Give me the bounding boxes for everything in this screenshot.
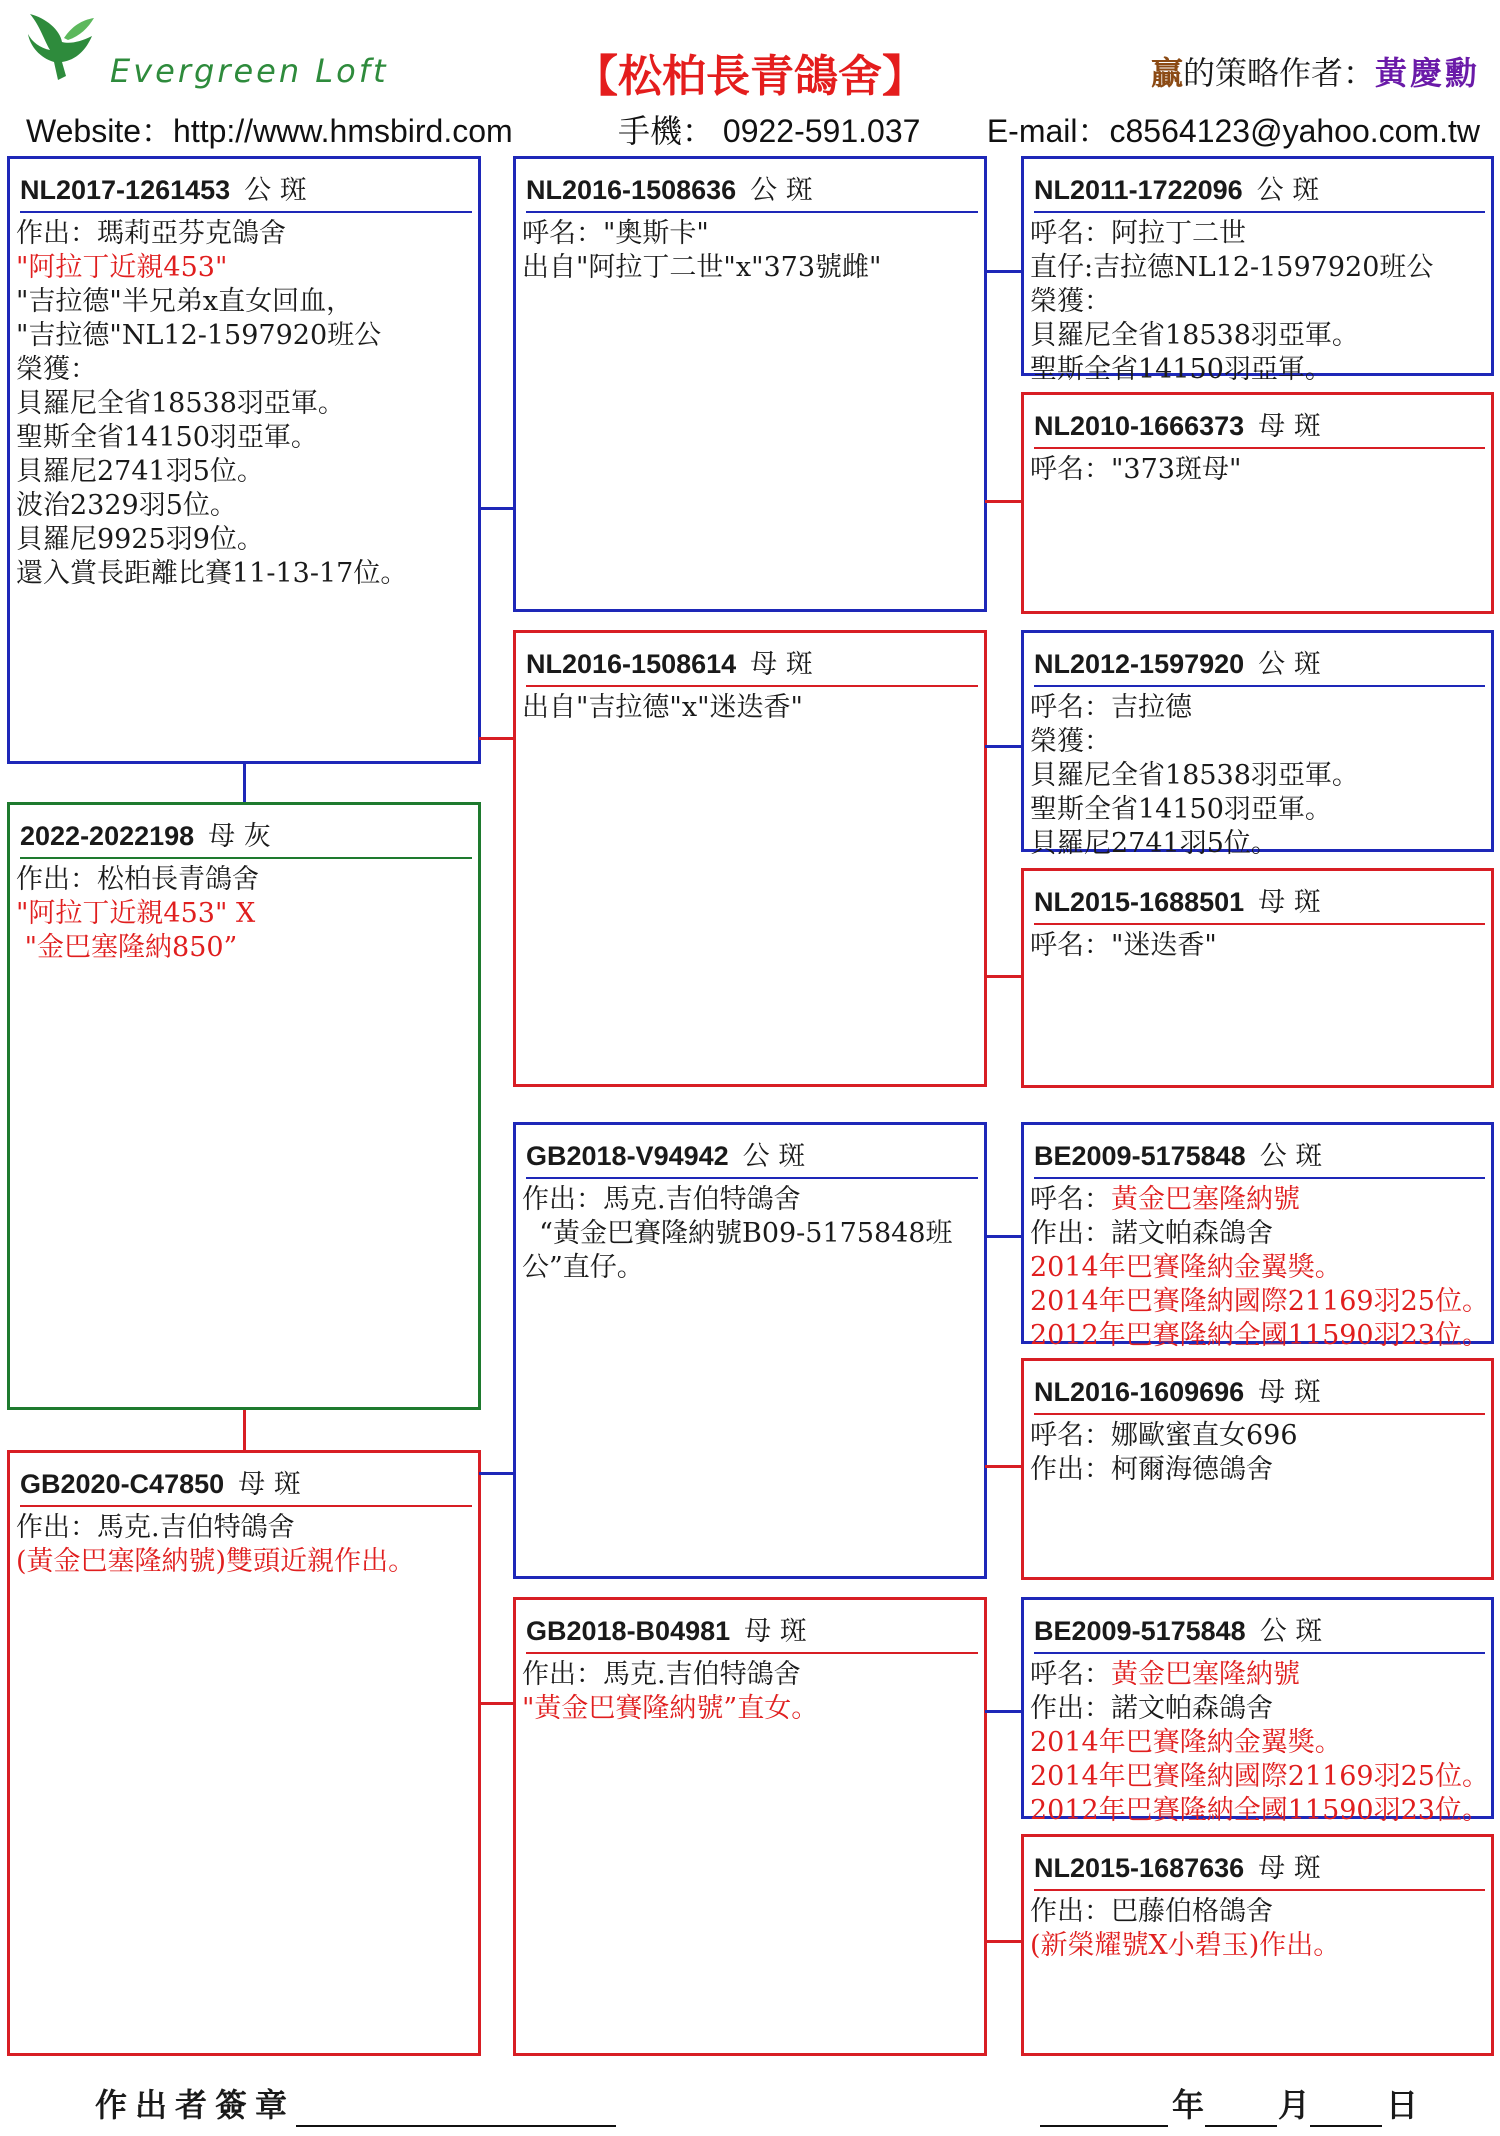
- ring-number-header: [20, 814, 472, 859]
- month-label: 月: [1278, 2086, 1319, 2124]
- note-line: [1030, 285, 1489, 319]
- ring-number: NL2016-1609696: [1034, 1377, 1245, 1407]
- connector-line: [985, 1710, 1023, 1713]
- note-line: [1030, 929, 1489, 963]
- note-line: [1030, 691, 1489, 725]
- ring-number: BE2009-5175848: [1034, 1141, 1246, 1171]
- connector-line: [479, 1702, 513, 1705]
- pedigree-box-sss: [1021, 156, 1494, 385]
- note-highlight: 黃金巴塞隆納號: [1111, 1659, 1300, 1690]
- pedigree-notes: [1030, 1895, 1489, 1963]
- note-line: [1030, 1285, 1489, 1319]
- note-text: 直仔:吉拉德NL12-1597920班公: [1030, 252, 1434, 283]
- ring-number: NL2011-1722096: [1034, 175, 1243, 205]
- note-text: 作出：馬克.吉伯特鴿舍: [522, 1184, 801, 1215]
- note-text: 作出：馬克.吉伯特鴿舍: [16, 1512, 295, 1543]
- note-line: [1030, 1692, 1489, 1726]
- pedigree-box-sd: [513, 630, 987, 1087]
- note-text: "阿拉丁近親453" X: [16, 898, 256, 929]
- sex-color-label: 母 斑: [238, 1469, 301, 1500]
- dove-logo: [20, 6, 100, 86]
- note-line: [16, 1545, 476, 1579]
- pedigree-notes: [1030, 691, 1489, 861]
- note-text: 榮獲：: [1030, 286, 1111, 317]
- ring-number: 2022-2022198: [20, 821, 195, 851]
- page-title: 【松柏長青鴿舍】: [574, 51, 926, 102]
- signature-label: 作出者簽章: [95, 2086, 296, 2124]
- note-text: 呼名：阿拉丁二世: [1030, 218, 1246, 249]
- pedigree-notes: [522, 217, 982, 285]
- sex-color-label: 公 斑: [742, 1141, 806, 1172]
- note-line: [1030, 1453, 1489, 1487]
- note-text: 波治2329羽5位。: [16, 490, 237, 521]
- pedigree-notes: [1030, 453, 1489, 487]
- note-text: 作出：諾文帕森鴿舍: [1030, 1693, 1273, 1724]
- sex-color-label: 公 斑: [1259, 1616, 1323, 1647]
- ring-number: BE2009-5175848: [1034, 1616, 1246, 1646]
- note-text: 呼名：: [1030, 1659, 1111, 1690]
- note-text: "阿拉丁近親453": [16, 252, 228, 283]
- ring-number: GB2020-C47850: [20, 1469, 225, 1499]
- pedigree-notes: [1030, 929, 1489, 963]
- ring-number-header: [1034, 1846, 1485, 1891]
- note-text: 還入賞長距離比賽11-13-17位。: [16, 558, 408, 589]
- pedigree-box-sds: [1021, 630, 1494, 859]
- note-line: [522, 1658, 982, 1692]
- note-highlight: 黃金巴塞隆納號: [1111, 1184, 1300, 1215]
- phone-number: 手機： 0922-591.037: [618, 113, 921, 149]
- note-line: [522, 217, 982, 251]
- note-line: [16, 285, 476, 319]
- note-line: [1030, 1217, 1489, 1251]
- ring-number-header: [1034, 168, 1485, 213]
- note-line: [1030, 1319, 1489, 1353]
- connector-line: [985, 270, 1023, 273]
- note-line: [522, 1692, 982, 1726]
- note-text: 貝羅尼2741羽5位。: [16, 456, 264, 487]
- note-text: "黃金巴賽隆納號”直女。: [522, 1693, 819, 1724]
- sex-color-label: 母 斑: [1258, 1377, 1321, 1408]
- note-text: (黃金巴塞隆納號)雙頭近親作出。: [16, 1546, 416, 1577]
- note-line: [16, 523, 476, 557]
- note-text: 聖斯全省14150羽亞軍。: [16, 422, 318, 453]
- note-line: [1030, 353, 1489, 387]
- note-line: [1030, 725, 1489, 759]
- connector-line: [243, 1410, 246, 1450]
- connector-line: [479, 737, 513, 740]
- connector-line: [985, 1235, 1023, 1238]
- email-link[interactable]: E-mail：c8564123@yahoo.com.tw: [986, 113, 1480, 149]
- ring-number: NL2012-1597920: [1034, 649, 1245, 679]
- connector-line: [985, 745, 1023, 748]
- connector-line: [985, 975, 1023, 978]
- note-line: [1030, 1726, 1489, 1760]
- sex-color-label: 母 斑: [744, 1616, 807, 1647]
- note-line: [1030, 759, 1489, 793]
- note-line: [16, 251, 476, 285]
- dove-icon: [20, 6, 100, 86]
- sex-color-label: 公 斑: [244, 175, 307, 206]
- pedigree-box-sdd: [1021, 868, 1494, 1088]
- note-text: 2012年巴賽隆納全國11590羽23位。: [1030, 1320, 1489, 1351]
- note-text: 作出：諾文帕森鴿舍: [1030, 1218, 1273, 1249]
- pedigree-box-dd: [513, 1597, 987, 2056]
- pedigree-notes: [522, 1658, 982, 1726]
- note-line: [522, 251, 982, 285]
- note-text: 貝羅尼全省18538羽亞軍。: [16, 388, 345, 419]
- ring-number: NL2016-1508614: [526, 649, 737, 679]
- note-text: 作出：馬克.吉伯特鴿舍: [522, 1659, 801, 1690]
- note-line: [1030, 1658, 1489, 1692]
- note-text: 2012年巴賽隆納全國11590羽23位。: [1030, 1795, 1489, 1826]
- note-line: [16, 353, 476, 387]
- note-text: 榮獲：: [16, 354, 97, 385]
- author-line: [1151, 48, 1480, 94]
- ring-number-header: [1034, 1609, 1485, 1654]
- pedigree-notes: [522, 1183, 982, 1285]
- ring-number-header: [526, 168, 978, 213]
- sex-color-label: 公 斑: [750, 175, 813, 206]
- sex-color-label: 母 灰: [208, 821, 271, 852]
- note-line: [1030, 1251, 1489, 1285]
- note-text: 呼名：吉拉德: [1030, 692, 1192, 723]
- note-line: [16, 455, 476, 489]
- signature-line[interactable]: [296, 2125, 616, 2127]
- note-text: "吉拉德"NL12-1597920班公: [16, 320, 382, 351]
- note-line: [16, 557, 476, 591]
- note-line: [1030, 1895, 1489, 1929]
- pedigree-box-dss: [1021, 1122, 1494, 1351]
- pedigree-notes: [1030, 1419, 1489, 1487]
- ring-number-header: [526, 642, 978, 687]
- pedigree-notes: [16, 217, 476, 591]
- note-text: "金巴塞隆納850”: [16, 932, 238, 963]
- note-text: 2014年巴賽隆納國際21169羽25位。: [1030, 1761, 1489, 1792]
- pedigree-notes: [1030, 1183, 1489, 1353]
- date-month-line[interactable]: [1205, 2125, 1277, 2127]
- pedigree-notes: [1030, 217, 1489, 387]
- sex-color-label: 母 斑: [750, 649, 813, 680]
- ring-number-header: [1034, 404, 1485, 449]
- ring-number-header: [20, 1462, 472, 1507]
- note-text: 2014年巴賽隆納金翼獎。: [1030, 1252, 1342, 1283]
- note-text: 呼名："373斑母": [1030, 454, 1242, 485]
- sex-color-label: 母 斑: [1258, 1853, 1321, 1884]
- note-text: 出自"阿拉丁二世"x"373號雌": [522, 252, 882, 283]
- year-label: 年: [1172, 2086, 1213, 2124]
- note-line: [16, 319, 476, 353]
- pedigree-notes: [522, 691, 982, 725]
- note-line: [1030, 1183, 1489, 1217]
- brand-name: Evergreen Loft: [110, 52, 389, 90]
- note-line: [522, 1217, 982, 1285]
- author-win: 贏: [1150, 54, 1183, 92]
- ring-number: GB2018-V94942: [526, 1141, 729, 1171]
- note-line: [1030, 1929, 1489, 1963]
- connector-line: [985, 1940, 1023, 1943]
- note-text: 作出：巴藤伯格鴿舍: [1030, 1896, 1273, 1927]
- note-line: [1030, 217, 1489, 251]
- note-line: [1030, 1794, 1489, 1828]
- note-line: [16, 387, 476, 421]
- note-text: 貝羅尼2741羽5位。: [1030, 828, 1278, 859]
- note-text: 作出：柯爾海德鴿舍: [1030, 1454, 1273, 1485]
- note-text: 貝羅尼全省18538羽亞軍。: [1030, 760, 1359, 791]
- author-mid: 的策略作者：: [1182, 54, 1375, 92]
- note-text: 貝羅尼全省18538羽亞軍。: [1030, 320, 1359, 351]
- connector-line: [243, 762, 246, 802]
- note-line: [1030, 1760, 1489, 1794]
- note-line: [1030, 251, 1489, 285]
- pedigree-box-dam: [7, 1450, 481, 2056]
- connector-line: [985, 1465, 1023, 1468]
- note-line: [16, 863, 476, 897]
- date-day-line[interactable]: [1310, 2125, 1382, 2127]
- pedigree-box-dds: [1021, 1597, 1494, 1826]
- day-label: 日: [1386, 2086, 1427, 2124]
- note-line: [16, 1511, 476, 1545]
- website-link[interactable]: Website：http://www.hmsbird.com: [26, 113, 513, 149]
- pedigree-box-sire: [7, 156, 481, 764]
- note-line: [522, 1183, 982, 1217]
- pedigree-box-ssd: [1021, 392, 1494, 614]
- note-text: 2014年巴賽隆納國際21169羽25位。: [1030, 1286, 1489, 1317]
- ring-number-header: [1034, 1134, 1485, 1179]
- author-name: 黃慶勳: [1374, 54, 1480, 92]
- sex-color-label: 公 斑: [1258, 649, 1321, 680]
- pedigree-box-ds: [513, 1122, 987, 1579]
- ring-number-header: [1034, 880, 1485, 925]
- ring-number: NL2017-1261453: [20, 175, 231, 205]
- sex-color-label: 公 斑: [1256, 175, 1320, 206]
- note-text: 聖斯全省14150羽亞軍。: [1030, 354, 1332, 385]
- connector-line: [479, 1472, 513, 1475]
- note-line: [1030, 319, 1489, 353]
- note-line: [16, 931, 476, 965]
- ring-number: GB2018-B04981: [526, 1616, 731, 1646]
- note-line: [16, 897, 476, 931]
- note-text: 2014年巴賽隆納金翼獎。: [1030, 1727, 1342, 1758]
- sex-color-label: 母 斑: [1258, 887, 1321, 918]
- ring-number-header: [526, 1134, 978, 1179]
- ring-number-header: [1034, 642, 1485, 687]
- pedigree-notes: [16, 863, 476, 965]
- sex-color-label: 公 斑: [1259, 1141, 1323, 1172]
- note-text: “黃金巴賽隆納號B09-5175848班公”直仔。: [522, 1218, 953, 1283]
- note-text: 作出：松柏長青鴿舍: [16, 864, 259, 895]
- sex-color-label: 母 斑: [1258, 411, 1321, 442]
- pedigree-box-dsd: [1021, 1358, 1494, 1580]
- note-line: [16, 217, 476, 251]
- ring-number-header: [526, 1609, 978, 1654]
- pedigree-notes: [1030, 1658, 1489, 1828]
- note-text: 榮獲：: [1030, 726, 1111, 757]
- note-text: "吉拉德"半兄弟x直女回血，: [16, 286, 354, 317]
- ring-number-header: [1034, 1370, 1485, 1415]
- note-text: 出自"吉拉德"x"迷迭香": [522, 692, 803, 723]
- note-text: 呼名：: [1030, 1184, 1111, 1215]
- pedigree-notes: [16, 1511, 476, 1579]
- note-line: [522, 691, 982, 725]
- note-text: 呼名："迷迭香": [1030, 930, 1217, 961]
- note-line: [1030, 827, 1489, 861]
- pedigree-box-self: [7, 802, 481, 1410]
- ring-number: NL2016-1508636: [526, 175, 737, 205]
- note-line: [1030, 793, 1489, 827]
- ring-number: NL2010-1666373: [1034, 411, 1245, 441]
- note-line: [16, 421, 476, 455]
- connector-line: [479, 507, 513, 510]
- note-text: 貝羅尼9925羽9位。: [16, 524, 264, 555]
- ring-number-header: [20, 168, 472, 213]
- pedigree-box-ss: [513, 156, 987, 612]
- note-text: (新榮耀號X小碧玉)作出。: [1030, 1930, 1341, 1961]
- ring-number: NL2015-1688501: [1034, 887, 1245, 917]
- pedigree-box-ddd: [1021, 1834, 1494, 2056]
- note-line: [1030, 1419, 1489, 1453]
- date-year-line[interactable]: [1040, 2125, 1168, 2127]
- note-text: 聖斯全省14150羽亞軍。: [1030, 794, 1332, 825]
- note-line: [1030, 453, 1489, 487]
- note-text: 呼名："奧斯卡": [522, 218, 709, 249]
- connector-line: [985, 500, 1023, 503]
- note-text: 作出：瑪莉亞芬克鴿舍: [16, 218, 286, 249]
- note-text: 呼名：娜歐蜜直女696: [1030, 1420, 1298, 1451]
- note-line: [16, 489, 476, 523]
- ring-number: NL2015-1687636: [1034, 1853, 1245, 1883]
